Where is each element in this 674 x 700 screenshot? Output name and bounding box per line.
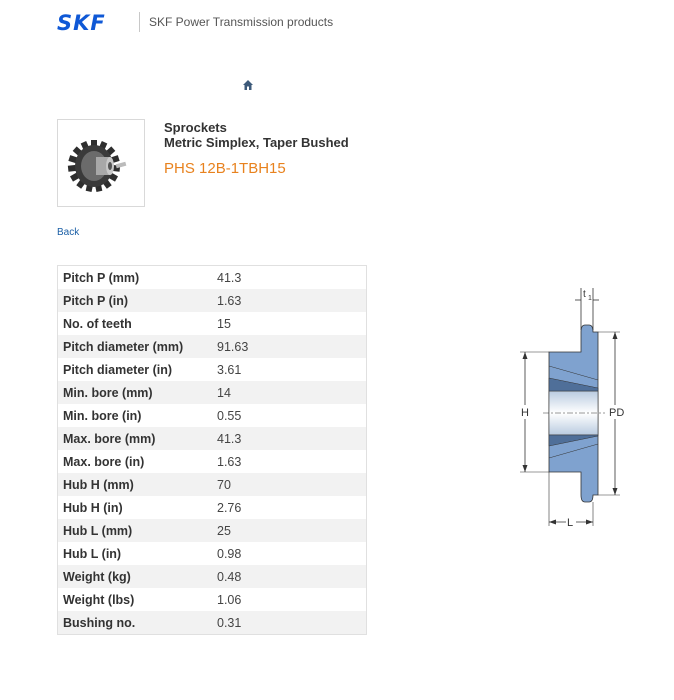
spec-label: Pitch P (in) <box>58 289 213 312</box>
product-category: Sprockets <box>164 120 227 135</box>
spec-label: Max. bore (mm) <box>58 427 213 450</box>
spec-value: 0.55 <box>212 404 367 427</box>
spec-label: Pitch diameter (mm) <box>58 335 213 358</box>
table-row <box>58 542 367 565</box>
spec-value: 15 <box>212 312 367 335</box>
spec-label: Hub H (mm) <box>58 473 213 496</box>
table-row <box>58 611 367 635</box>
site-title: SKF Power Transmission products <box>149 15 334 29</box>
spec-label: Min. bore (mm) <box>58 381 213 404</box>
spec-value: 1.63 <box>212 450 367 473</box>
spec-value: 14 <box>212 381 367 404</box>
table-row <box>58 473 367 496</box>
h-label: H <box>521 407 529 419</box>
table-row <box>58 588 367 611</box>
spec-value: 70 <box>212 473 367 496</box>
spec-value: 0.31 <box>212 611 367 635</box>
table-row <box>58 335 367 358</box>
l-label: L <box>567 517 574 529</box>
table-row <box>58 404 367 427</box>
spec-label: Max. bore (in) <box>58 450 213 473</box>
spec-label: Hub L (mm) <box>58 519 213 542</box>
spec-label: Weight (lbs) <box>58 588 213 611</box>
spec-label: Weight (kg) <box>58 565 213 588</box>
home-icon[interactable] <box>242 79 254 91</box>
spec-label: Bushing no. <box>58 611 213 635</box>
table-row <box>58 358 367 381</box>
table-row <box>58 496 367 519</box>
table-row <box>58 427 367 450</box>
table-row <box>58 450 367 473</box>
table-row <box>58 312 367 335</box>
spec-value: 0.48 <box>212 565 367 588</box>
header <box>0 0 674 46</box>
spec-value: 0.98 <box>212 542 367 565</box>
specs-table <box>57 265 367 635</box>
spec-label: Min. bore (in) <box>58 404 213 427</box>
table-row <box>58 565 367 588</box>
spec-value: 2.76 <box>212 496 367 519</box>
spec-value: 91.63 <box>212 335 367 358</box>
product-subcategory: Metric Simplex, Taper Bushed <box>164 135 349 150</box>
table-row <box>58 266 367 290</box>
spec-label: Hub L (in) <box>58 542 213 565</box>
spec-value: 25 <box>212 519 367 542</box>
t1-label: t <box>583 289 586 300</box>
table-row <box>58 519 367 542</box>
spec-value: 41.3 <box>212 266 367 290</box>
spec-label: No. of teeth <box>58 312 213 335</box>
spec-value: 3.61 <box>212 358 367 381</box>
table-row <box>58 381 367 404</box>
back-link[interactable]: Back <box>57 227 80 238</box>
spec-value: 41.3 <box>212 427 367 450</box>
spec-label: Hub H (in) <box>58 496 213 519</box>
spec-value: 1.63 <box>212 289 367 312</box>
product-thumbnail <box>57 119 145 207</box>
spec-label: Pitch diameter (in) <box>58 358 213 381</box>
sprocket-image <box>58 120 144 206</box>
spec-value: 1.06 <box>212 588 367 611</box>
table-row <box>58 289 367 312</box>
spec-label: Pitch P (mm) <box>58 266 213 290</box>
product-name: PHS 12B-1TBH15 <box>164 160 286 177</box>
pd-label: PD <box>609 407 625 419</box>
header-divider <box>139 12 140 32</box>
t1-subscript: 1 <box>588 295 592 302</box>
skf-logo[interactable]: SKF <box>57 11 106 35</box>
sprocket-cross-section-diagram <box>505 280 645 530</box>
